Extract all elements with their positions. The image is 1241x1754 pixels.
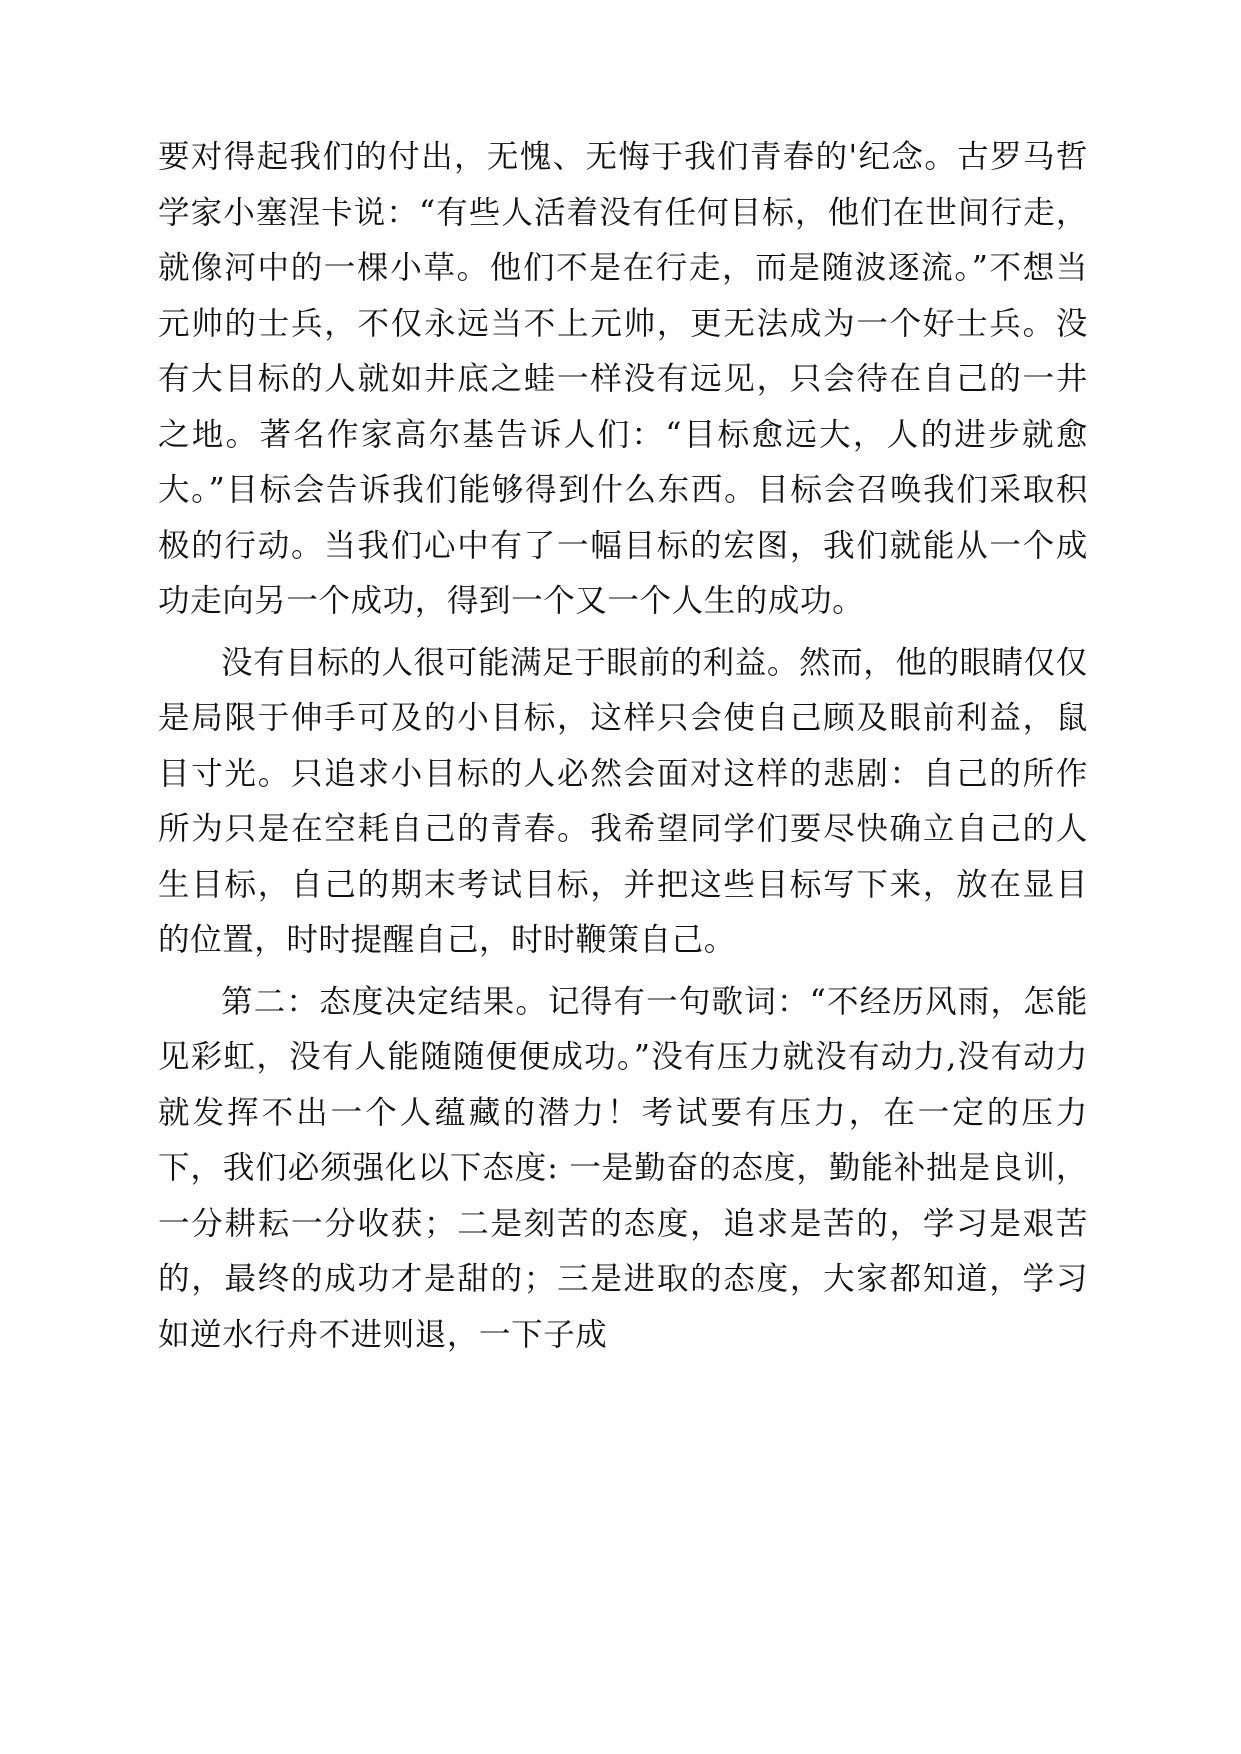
paragraph-3: 第二：态度决定结果。记得有一句歌词：“不经历风雨，怎能见彩虹，没有人能随随便便成功。”没有压力就没有动力,没有动力就发挥不出一个人蕴藏的潜力！考试要有压力，在一定的压力下，我们必须强化以下态度: 一是勤奋的态度，勤能补拙是良训，一分耕耘一分收获；二是刻苦的态度，追求是苦的，学习是艰苦的，最终的成功才是甜的；三是进取的态度，大家都知道，学习如逆水行舟不进则退，一下子成 [158, 983, 1088, 1353]
paragraph-2: 没有目标的人很可能满足于眼前的利益。然而，他的眼睛仅仅是局限于伸手可及的小目标，这样只会使自己顾及眼前利益，鼠目寸光。只追求小目标的人必然会面对这样的悲剧：自己的所作所为只是在空耗自己的青春。我希望同学们要尽快确立自己的人生目标，自己的期末考试目标，并把这些目标写下来，放在显目的位置，时时提醒自己，时时鞭策自己。 [158, 644, 1088, 958]
paragraph-1: 要对得起我们的付出，无愧、无悔于我们青春的'纪念。古罗马哲学家小塞涅卡说：“有些人活着没有任何目标，他们在世间行走，就像河中的一棵小草。他们不是在行走，而是随波逐流。”不想当元帅的士兵，不仅永远当不上元帅，更无法成为一个好士兵。没有大目标的人就如井底之蛙一样没有远见，只会待在自己的一井之地。著名作家高尔基告诉人们：“目标愈远大，人的进步就愈大。”目标会告诉我们能够得到什么东西。目标会召唤我们采取积极的行动。当我们心中有了一幅目标的宏图，我们就能从一个成功走向另一个成功，得到一个又一个人生的成功。 [158, 139, 1088, 619]
document-body [158, 130, 1088, 1363]
